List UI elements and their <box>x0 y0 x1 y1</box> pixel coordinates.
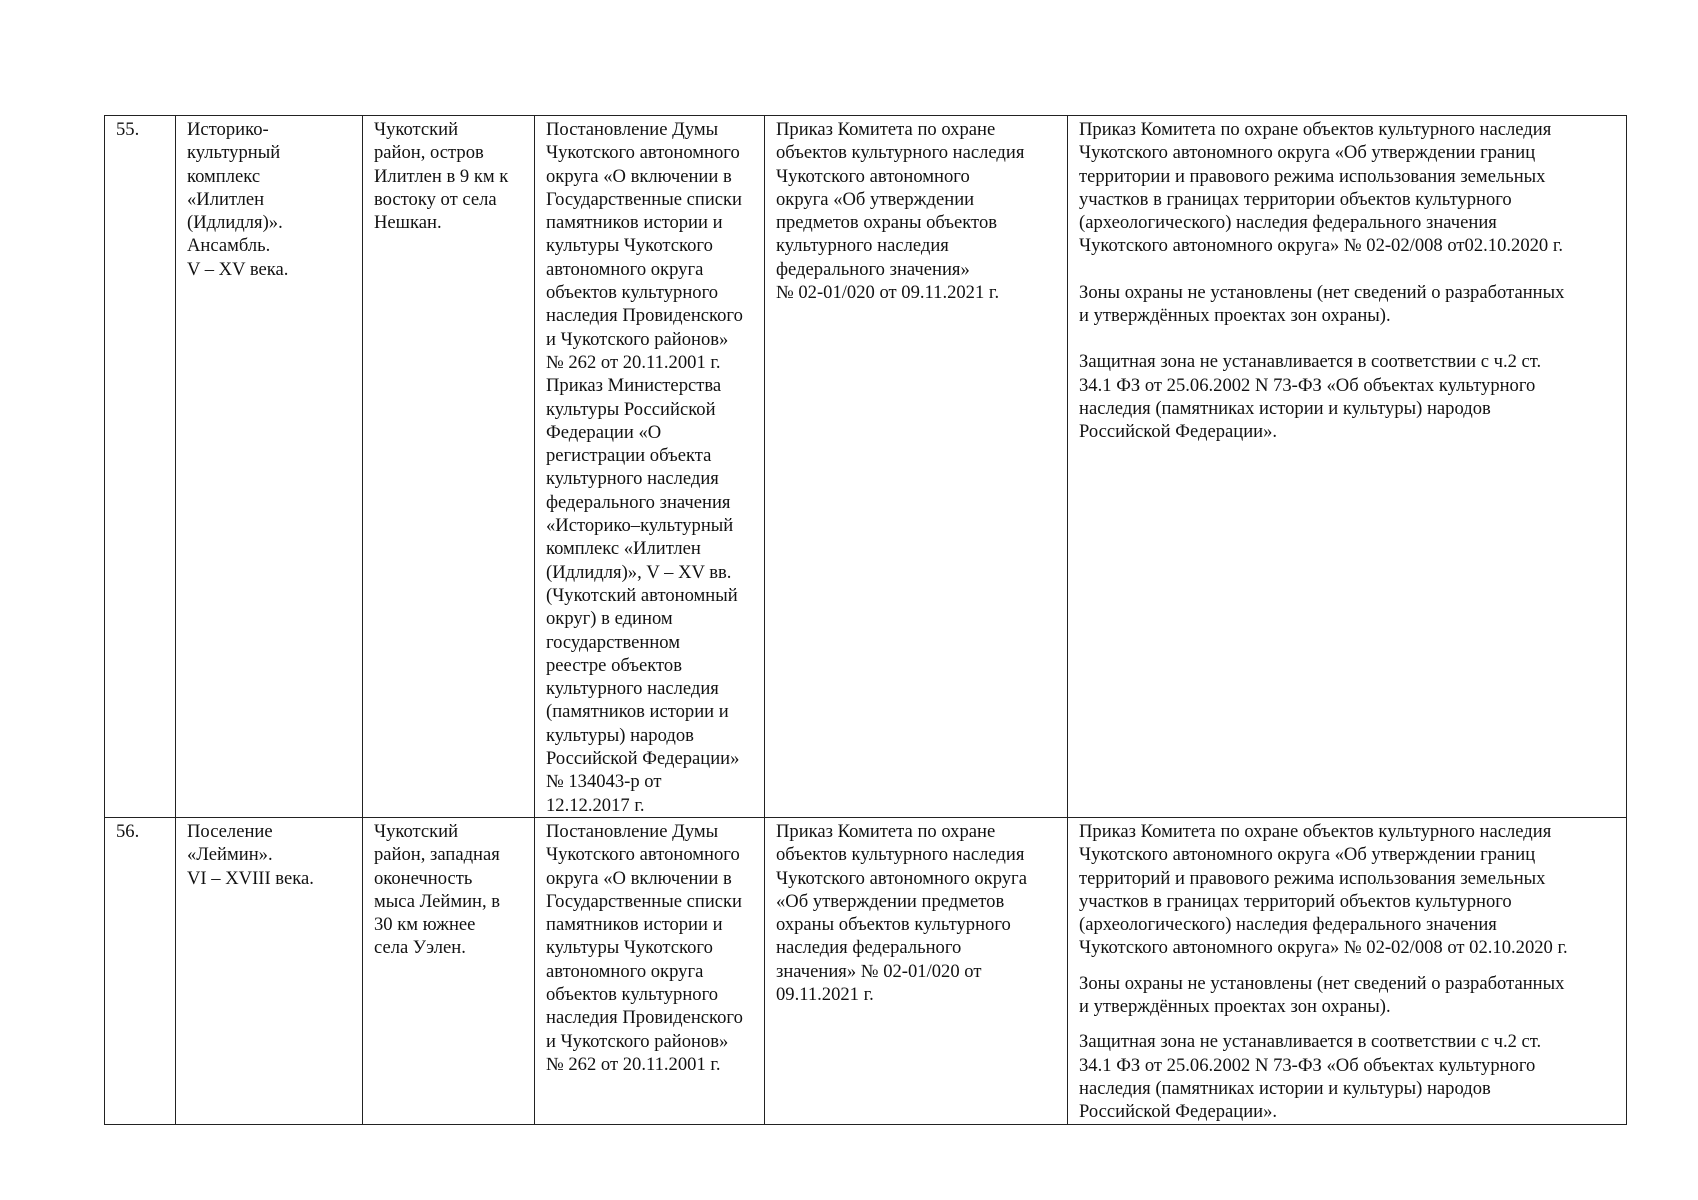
registration-act-cell <box>535 116 765 818</box>
object-name-line: (Идлидля)». <box>187 212 283 234</box>
act-line: автономного округа <box>546 258 704 280</box>
act-line: наследия Провиденского <box>546 305 743 327</box>
zone-line: Чукотского автономного округа «Об утверждении границ <box>1079 142 1536 164</box>
act-line: (Чукотский автономный <box>546 584 738 606</box>
zone-line: Приказ Комитета по охране объектов культурного наследия <box>1079 821 1552 842</box>
act-line: округ) в едином <box>546 608 673 630</box>
act-line: (Идлидля)», V – XV вв. <box>546 561 732 583</box>
act-line: № 262 от 20.11.2001 г. <box>546 351 721 373</box>
paragraph-gap <box>1079 1018 1623 1030</box>
act-line: памятников истории и <box>546 914 723 936</box>
object-name-line: VI – XVIII века. <box>187 867 314 889</box>
object-name-cell <box>176 818 363 1125</box>
act-line: культуры Чукотского <box>546 235 713 257</box>
object-name-cell <box>176 116 363 818</box>
act-line: реестре объектов <box>546 654 682 676</box>
paragraph-gap <box>1079 960 1623 972</box>
row-number-cell <box>105 116 176 818</box>
location-line: села Уэлен. <box>374 937 466 959</box>
zone-line: Защитная зона не устанавливается в соответствии с ч.2 ст. <box>1079 351 1542 373</box>
act-line: объектов культурного <box>546 984 719 1006</box>
zone-line: Зоны охраны не установлены (нет сведений о разработанных <box>1079 281 1565 303</box>
object-name-line: комплекс <box>187 165 261 187</box>
location-line: Нешкан. <box>374 212 442 234</box>
object-name-line: Ансамбль. <box>187 235 271 257</box>
row-number-cell <box>105 818 176 1125</box>
subject-line: Чукотского автономного <box>776 165 970 187</box>
zone-line: и утверждённых проектах зон охраны). <box>1079 305 1391 327</box>
zone-line: Чукотского автономного округа «Об утверждении границ <box>1079 844 1536 866</box>
act-line: федерального значения <box>546 491 731 513</box>
row-number: 56. <box>116 821 140 842</box>
location-line: востоку от села <box>374 188 497 210</box>
zone-line: Защитная зона не устанавливается в соответствии с ч.2 ст. <box>1079 1031 1542 1053</box>
subject-line: Приказ Комитета по охране <box>776 119 996 140</box>
object-name-line: V – XV века. <box>187 258 289 280</box>
act-line: Постановление Думы <box>546 821 719 842</box>
zone-line: наследия (памятниках истории и культуры) народов <box>1079 397 1491 419</box>
act-line: округа «О включении в <box>546 867 732 889</box>
location-line: оконечность <box>374 867 473 889</box>
object-name-line: культурный <box>187 142 281 164</box>
paragraph-gap <box>1079 327 1623 350</box>
subject-line: объектов культурного наследия <box>776 142 1025 164</box>
zone-line: (археологического) наследия федерального значения <box>1079 914 1497 936</box>
location-line: 30 км южнее <box>374 914 476 936</box>
row-number: 55. <box>116 119 140 140</box>
zone-line: Чукотского автономного округа» № 02-02/008 от 02.10.2020 г. <box>1079 937 1568 959</box>
boundaries-zones-cell <box>1068 818 1627 1125</box>
subject-line: наследия федерального <box>776 937 962 959</box>
protection-subject-cell <box>765 116 1068 818</box>
zone-line: и утверждённых проектах зон охраны). <box>1079 996 1391 1018</box>
registration-act-cell <box>535 818 765 1125</box>
subject-line: значения» № 02-01/020 от <box>776 960 982 982</box>
zone-line: Российской Федерации». <box>1079 1101 1278 1123</box>
act-line: (памятников истории и <box>546 701 729 723</box>
location-line: район, западная <box>374 844 500 866</box>
zone-line: территорий и правового режима использования земельных <box>1079 867 1546 889</box>
location-line: Чукотский <box>374 821 459 842</box>
act-line: культурного наследия <box>546 678 719 700</box>
act-line: культурного наследия <box>546 468 719 490</box>
act-line: объектов культурного <box>546 282 719 304</box>
act-line: культуры Российской <box>546 398 716 420</box>
object-name-line: Историко- <box>187 119 269 140</box>
act-line: Приказ Министерства <box>546 375 722 397</box>
act-line: наследия Провиденского <box>546 1007 743 1029</box>
act-line: № 134043-р от <box>546 771 662 793</box>
location-line: мыса Леймин, в <box>374 890 501 912</box>
act-line: № 262 от 20.11.2001 г. <box>546 1053 721 1075</box>
zone-line: Приказ Комитета по охране объектов культурного наследия <box>1079 119 1552 140</box>
zone-line: 34.1 ФЗ от 25.06.2002 N 73-ФЗ «Об объектах культурного <box>1079 374 1536 396</box>
zone-line: участков в границах территорий объектов культурного <box>1079 890 1512 912</box>
act-line: Чукотского автономного <box>546 844 740 866</box>
object-name-line: «Илитлен <box>187 188 265 210</box>
subject-line: Приказ Комитета по охране <box>776 821 996 842</box>
zone-line: территории и правового режима использования земельных <box>1079 165 1546 187</box>
subject-line: округа «Об утверждении <box>776 188 975 210</box>
act-line: регистрации объекта <box>546 445 712 467</box>
zone-line: Зоны охраны не установлены (нет сведений о разработанных <box>1079 972 1565 994</box>
subject-line: Чукотского автономного округа <box>776 867 1027 889</box>
zone-line: Чукотского автономного округа» № 02-02/008 от02.10.2020 г. <box>1079 235 1564 257</box>
object-name-line: «Леймин». <box>187 844 273 866</box>
subject-line: объектов культурного наследия <box>776 844 1025 866</box>
act-line: автономного округа <box>546 960 704 982</box>
zone-line: участков в границах территории объектов культурного <box>1079 188 1512 210</box>
act-line: Государственные списки <box>546 188 743 210</box>
act-line: государственном <box>546 631 680 653</box>
subject-line: федерального значения» <box>776 258 970 280</box>
act-line: памятников истории и <box>546 212 723 234</box>
act-line: и Чукотского районов» <box>546 328 729 350</box>
act-line: Чукотского автономного <box>546 142 740 164</box>
location-line: район, остров <box>374 142 484 164</box>
act-line: Государственные списки <box>546 890 743 912</box>
object-name-line: Поселение <box>187 821 273 842</box>
act-line: культуры Чукотского <box>546 937 713 959</box>
zone-line: Российской Федерации». <box>1079 421 1278 443</box>
table-row <box>105 818 1627 1125</box>
act-line: Российской Федерации» <box>546 748 740 770</box>
act-line: и Чукотского районов» <box>546 1030 729 1052</box>
act-line: комплекс «Илитлен <box>546 538 701 560</box>
heritage-objects-table <box>104 115 1627 1125</box>
boundaries-zones-cell <box>1068 116 1627 818</box>
zone-line: наследия (памятниках истории и культуры) народов <box>1079 1077 1491 1099</box>
subject-line: «Об утверждении предметов <box>776 890 1005 912</box>
subject-line: культурного наследия <box>776 235 949 257</box>
act-line: Федерации «О <box>546 421 662 443</box>
location-line: Илитлен в 9 км к <box>374 165 509 187</box>
location-cell <box>363 818 535 1125</box>
act-line: 12.12.2017 г. <box>546 794 645 816</box>
subject-line: охраны объектов культурного <box>776 914 1011 936</box>
act-line: «Историко–культурный <box>546 515 734 537</box>
act-line: округа «О включении в <box>546 165 732 187</box>
subject-line: 09.11.2021 г. <box>776 984 874 1006</box>
act-line: культуры) народов <box>546 724 694 746</box>
act-line: Постановление Думы <box>546 119 719 140</box>
protection-subject-cell <box>765 818 1068 1125</box>
subject-line: предметов охраны объектов <box>776 212 998 234</box>
zone-line: (археологического) наследия федерального значения <box>1079 212 1497 234</box>
table-row <box>105 116 1627 818</box>
subject-line: № 02-01/020 от 09.11.2021 г. <box>776 282 1000 304</box>
location-cell <box>363 116 535 818</box>
zone-line: 34.1 ФЗ от 25.06.2002 N 73-ФЗ «Об объектах культурного <box>1079 1054 1536 1076</box>
location-line: Чукотский <box>374 119 459 140</box>
paragraph-gap <box>1079 258 1623 281</box>
